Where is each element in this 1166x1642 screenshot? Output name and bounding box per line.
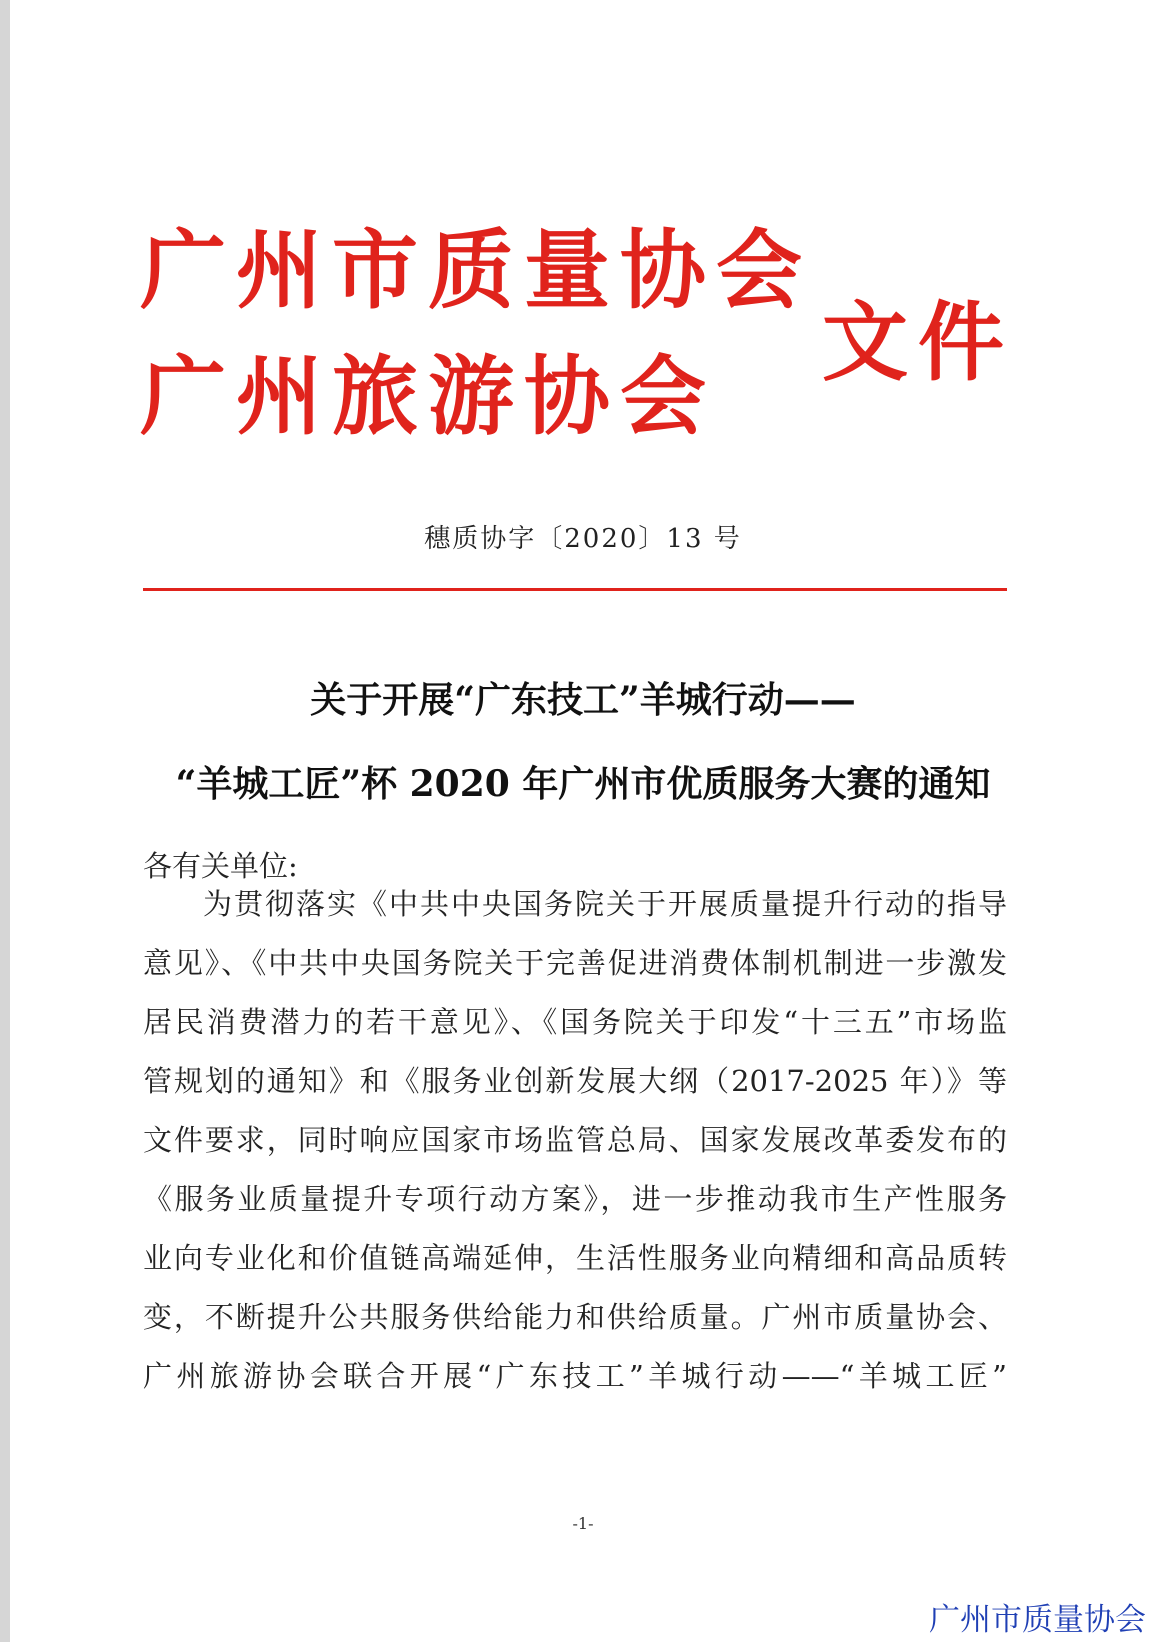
header-doc-type: 文件 — [822, 293, 1014, 393]
header-org-line1: 广州市质量协会 — [140, 221, 812, 321]
title-line2: “羊城工匠”杯 2020 年广州市优质服务大赛的通知 — [175, 763, 991, 805]
body-line: 意见》、《中共中央国务院关于完善促进消费体制机制进一步激发 — [143, 946, 1007, 980]
watermark-text: 广州市质量协会 — [929, 1602, 1146, 1638]
body-line: 文件要求，同时响应国家市场监管总局、国家发展改革委发布的 — [143, 1123, 1007, 1157]
page-number: -1- — [572, 1514, 594, 1533]
body-line: 管规划的通知》和《服务业创新发展大纲（2017-2025 年）》等 — [143, 1064, 1007, 1098]
header-org-line2: 广州旅游协会 — [140, 347, 716, 447]
body-line: 为贯彻落实《中共中央国务院关于开展质量提升行动的指导 — [203, 887, 1007, 921]
title-line1: 关于开展“广东技工”羊城行动—— — [310, 679, 856, 721]
document-number: 穗质协字〔2020〕13 号 — [424, 524, 742, 554]
body-line: 居民消费潜力的若干意见》、《国务院关于印发“十三五”市场监 — [143, 1005, 1007, 1039]
scan-edge — [0, 0, 10, 1642]
header-divider — [143, 588, 1007, 591]
body-line: 业向专业化和价值链高端延伸，生活性服务业向精细和高品质转 — [143, 1241, 1007, 1275]
body-line: 《服务业质量提升专项行动方案》，进一步推动我市生产性服务 — [143, 1182, 1007, 1216]
body-line: 广州旅游协会联合开展“广东技工”羊城行动——“羊城工匠” — [143, 1359, 1007, 1393]
body-line: 变，不断提升公共服务供给能力和供给质量。广州市质量协会、 — [143, 1300, 1007, 1334]
salutation: 各有关单位: — [143, 849, 298, 883]
